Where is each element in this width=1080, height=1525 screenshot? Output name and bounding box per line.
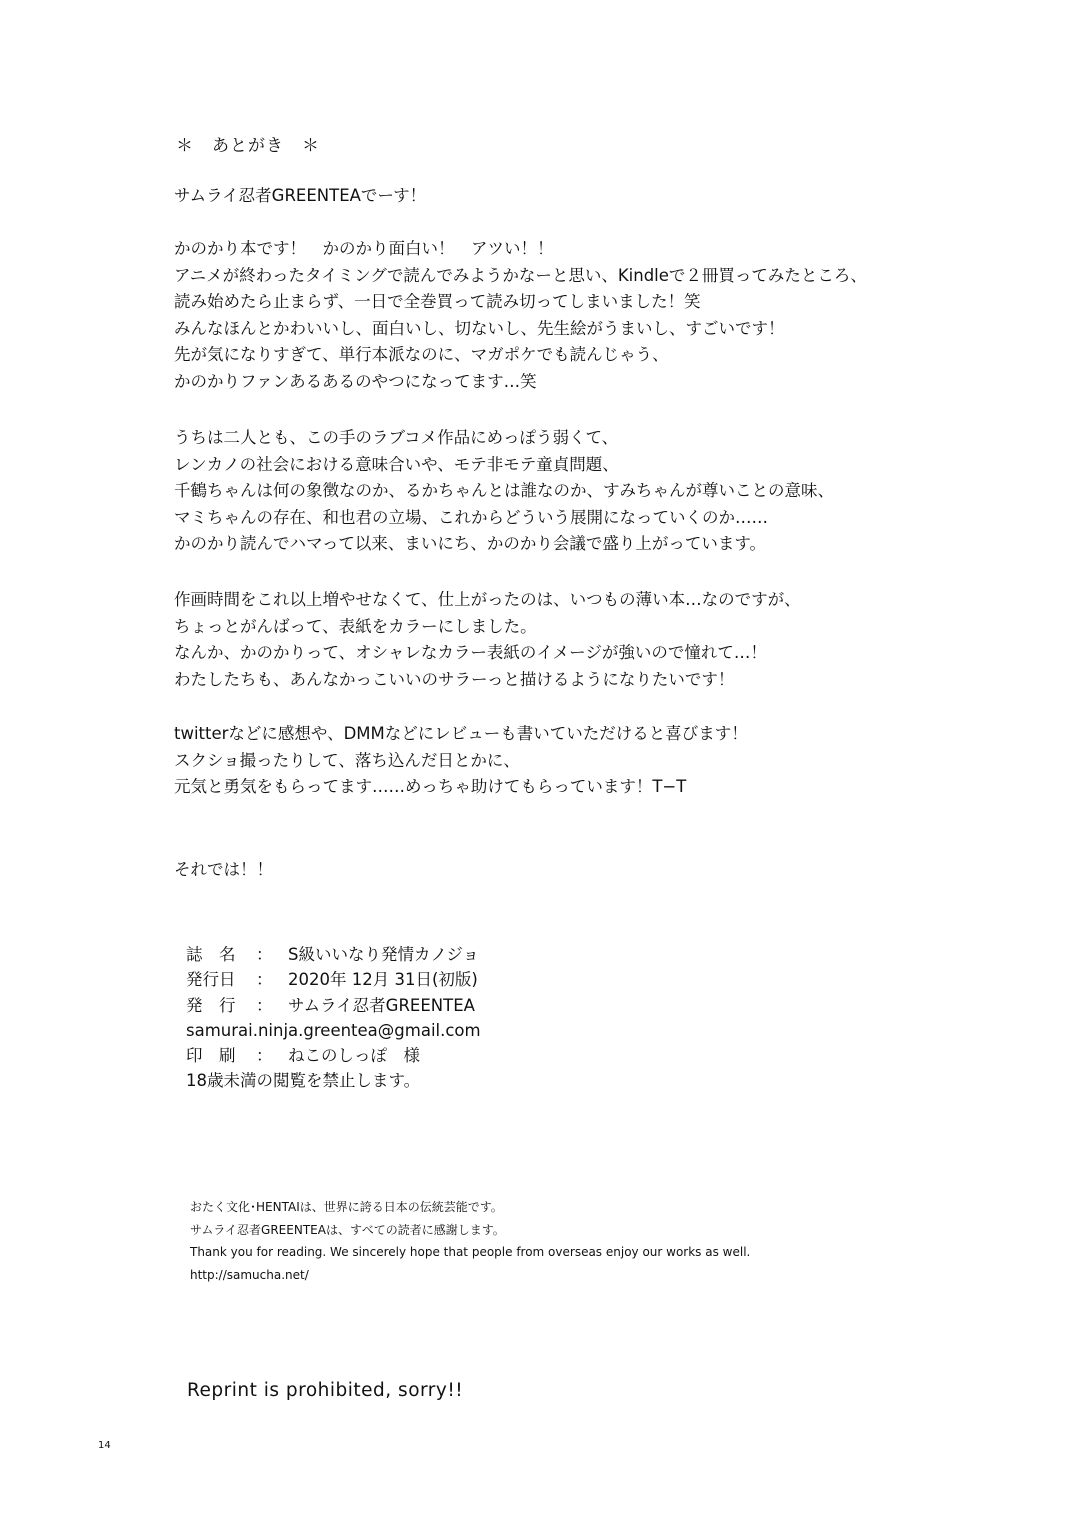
colophon-publisher-row [186, 993, 481, 1018]
colophon-printer-row [186, 1043, 481, 1068]
footer-url: http://samucha.net/ [190, 1267, 309, 1282]
text-line: みんなほんとかわいいし、面白いし、切ないし、先生絵がうまいし、すごいです！ [174, 318, 785, 338]
colophon-separator: ： [256, 995, 273, 1015]
colophon-printer-value: ねこのしっぽ 様 [288, 1046, 420, 1066]
colophon-date-label: 発行日 [186, 970, 236, 990]
closing-paragraph [174, 857, 273, 884]
colophon-age-row [186, 1068, 481, 1093]
text-line: twitterなどに感想や、DMMなどにレビューも書いていただけると喜びます！ [174, 724, 748, 743]
text-line: かのかり本です！ かのかり面白い！ アツい！！ [174, 239, 554, 258]
text-line: なんか、かのかりって、オシャレなカラー表紙のイメージが強いので憧れて…！ [174, 643, 767, 662]
page-number: 14 [98, 1440, 111, 1451]
text-line: 先が気になりすぎて、単行本派なのに、マガポケでも読んじゃう、 [174, 345, 669, 364]
text-line: わたしたちも、あんなかっこいいのサラーっと描けるようになりたいです！ [174, 669, 735, 689]
greeting-line: サムライ忍者GREENTEAでーす！ [174, 186, 427, 205]
afterword-heading: ＊ あとがき ＊ [176, 136, 320, 156]
text-line: アニメが終わったタイミングで読んでみようかなーと思い、Kindleで２冊買ってみたところ、 [174, 265, 867, 285]
text-line: マミちゃんの存在、和也君の立場、これからどういう展開になっていくのか…… [174, 507, 768, 527]
afterword-paragraph-1 [174, 236, 867, 395]
colophon-title-row [186, 942, 481, 967]
colophon-date-value: 2020年 12月 31日(初版) [288, 970, 478, 990]
text-line: レンカノの社会における意味合いや、モテ非モテ童貞問題、 [174, 454, 619, 474]
colophon-separator: ： [256, 1046, 273, 1066]
colophon-email-row [186, 1018, 481, 1043]
text-line: 読み始めたら止まらず、一日で全巻買って読み切ってしまいました！笑 [174, 292, 701, 311]
colophon [186, 942, 481, 1094]
colophon-email: samurai.ninja.greentea@gmail.com [186, 1020, 481, 1040]
afterword-paragraph-2 [174, 425, 834, 558]
text-line: スクショ撮ったりして、落ち込んだ日とかに、 [174, 750, 520, 770]
colophon-age-notice: 18歳未満の閲覧を禁止します。 [186, 1071, 421, 1091]
text-line: かのかり読んでハマって以来、まいにち、かのかり会議で盛り上がっています。 [174, 534, 767, 553]
text-line: かのかりファンあるあるのやつになってます…笑 [174, 371, 537, 391]
footer-note-line: おたく文化･HENTAIは、世界に誇る日本の伝統芸能です。 [190, 1200, 503, 1214]
text-line: 元気と勇気をもらってます……めっちゃ助けてもらっています！T−T [174, 777, 687, 796]
text-line: 千鶴ちゃんは何の象徴なのか、るかちゃんとは誰なのか、すみちゃんが尊いことの意味、 [174, 481, 834, 500]
text-line: 作画時間をこれ以上増やせなくて、仕上がったのは、いつもの薄い本…なのですが、 [174, 590, 801, 609]
afterword-paragraph-3 [174, 587, 801, 693]
colophon-printer-label: 印 刷 [186, 1046, 236, 1066]
greeting-paragraph [174, 183, 426, 210]
colophon-title-value: S級いいなり発情カノジョ [288, 945, 479, 964]
footer-note-line: サムライ忍者GREENTEAは、すべての読者に感謝します。 [190, 1222, 505, 1237]
closing-line: それでは！！ [174, 860, 273, 879]
colophon-publisher-value: サムライ忍者GREENTEA [288, 995, 475, 1015]
text-line: ちょっとがんばって、表紙をカラーにしました。 [174, 616, 537, 636]
reprint-notice: Reprint is prohibited, sorry!! [187, 1380, 464, 1401]
footer-notes [190, 1196, 750, 1286]
colophon-title-label: 誌 名 [186, 945, 236, 964]
colophon-publisher-label: 発 行 [186, 995, 236, 1015]
footer-note-line: Thank you for reading. We sincerely hope that people from overseas enjoy our works as well. [190, 1245, 751, 1259]
text-line: うちは二人とも、この手のラブコメ作品にめっぽう弱くて、 [174, 428, 619, 447]
colophon-separator: ： [256, 970, 273, 990]
colophon-separator: ： [256, 945, 273, 964]
colophon-date-row [186, 967, 481, 992]
afterword-paragraph-4 [174, 721, 748, 801]
